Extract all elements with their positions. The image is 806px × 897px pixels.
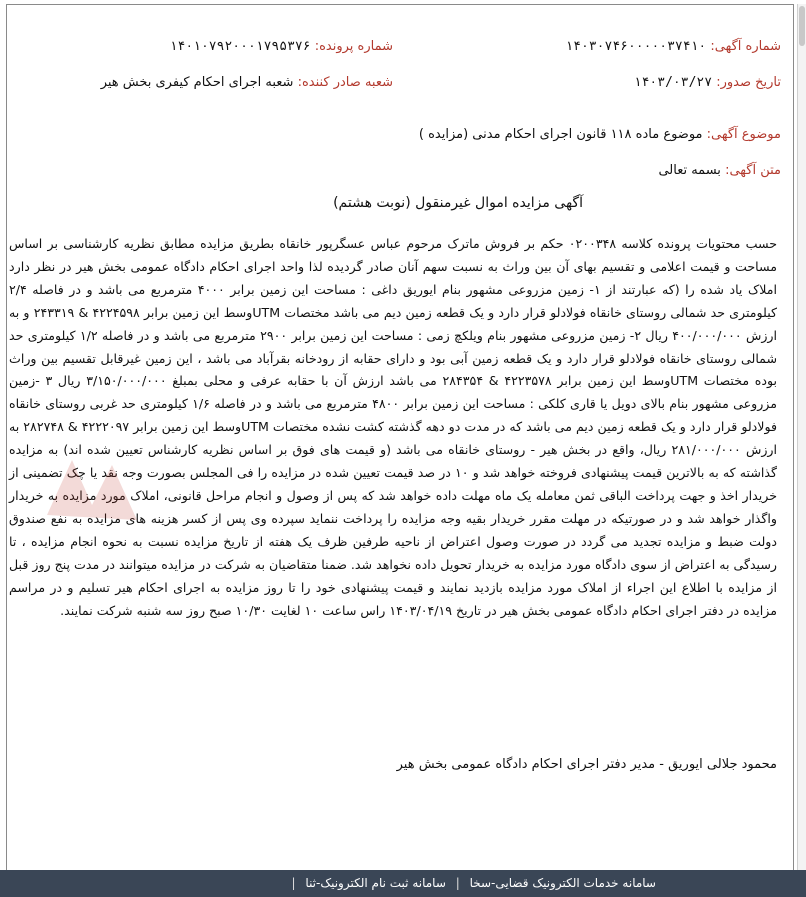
notice-signature: محمود جلالی ایوریق - مدیر دفتر اجرای احکام دادگاه عمومی بخش هیر <box>396 757 777 772</box>
notice-title: آگهی مزایده اموال غیرمنقول (نوبت هشتم) <box>333 195 583 211</box>
issue-date-value: ۱۴۰۳/۰۳/۲۷ <box>633 75 713 90</box>
vertical-scrollbar[interactable] <box>797 4 806 870</box>
notice-text-field <box>658 163 781 178</box>
footer-links <box>286 876 656 890</box>
notice-body <box>9 233 777 622</box>
footer-separator: | <box>455 876 460 890</box>
notice-body-text: حسب محتویات پرونده کلاسه ۰۲۰۰۳۴۸ حکم بر فروش ماترک مرحوم عباس عسگرپور خانقاه بطریق مزایده مطابق نظریه کارشناسی بر اساس مساحت و قیمت اعلامی و تقسیم بهای آن بین وراث به نسبت سهم آنان صادر گردیده لذا واحد اجرای احکام دادگاه عمومی بخش هیر در نظر دارد املاک یاد شده را (که عبارتند از ۱- زمین مزروعی مشهور بنام ایوریق داغی : مساحت این زمین برابر ۴۰۰۰ مترمربع می باشد و در فاصله ۲/۴ کیلومتری حد شمالی روستای خانقاه فولادلو قرار دارد و یک قطعه زمین دیم می باشد مختصات UTMوسط این زمین برابر ۴۲۲۴۵۹۸ & ۲۴۳۳۱۹ و به ارزش ۴۰۰/۰۰۰/۰۰۰ ریال ۲- زمین مزروعی مشهور بنام ویلکچ زمی : مساحت این زمین برابر ۲۹۰۰ مترمربع می باشد و در فاصله ۱/۲ کیلومتری حد شمالی روستای خانقاه فولادلو قرار دارد و یک قطعه زمین آبی بود و دارای حقابه از رودخانه بقرآباد می باشد ، این زمین غیرقابل تقسیم بین وراث بوده مختصات UTMوسط این زمین برابر ۴۲۲۳۵۷۸ & ۲۸۴۳۵۴ می باشد ارزش آن با حقابه عرفی و محلی بمبلغ ۳/۱۵۰/۰۰۰/۰۰۰ ریال ۳ -زمین مزروعی مشهور بنام بالای دویل یا قاری کلکی : مساحت این زمین برابر ۴۸۰۰ مترمربع می باشد و در فاصله ۱/۶ کیلومتری حد غربی روستای خانقاه فولادلو قرار دارد و یک قطعه زمین دیم می باشد که در مدت دو دهه گذشته کشت نشده مختصات UTMوسط این زمین برابر ۴۲۲۲۰۹۷ & ۲۸۲۷۴۸ به ارزش ۲۸۱/۰۰۰/۰۰۰ ریال، واقع در بخش هیر - روستای خانقاه می باشد (و قیمت های فوق بر اساس نظریه کارشناس تعیین شده اند) به مزایده گذاشته که به بالاترین قیمت پیشنهادی فروخته خواهد شد و ۱۰ در صد قیمت تعیین شده در مزایده را فی المجلس بصورت وجه نقد یا چک تضمینی از خریدار اخذ و جهت پرداخت الباقی ثمن معامله یک ماه مهلت داده خواهد شد که پس از وصول و انجام مراحل قانونی، املاک مورد مزایده به خریدار واگذار خواهد شد و در صورتیکه در مهلت مقرر خریدار بقیه وجه مزایده را پرداخت ننماید سپرده وی پس از کسر هزینه های مزایده به نفع صندوق دولت ضبط و مزایده تجدید می گردد در صورت وصول اعتراض از ناحیه طرفین ظرف یک هفته از تاریخ مزایده نسبت به نحوه انجام مزایده ، تا رسیدگی به اعتراض از سوی دادگاه مورد مزایده به خریدار تحویل داده نخواهد شد. ضمنا متقاضیان به شرکت در مزایده میتوانند در مدت پنج روز قبل از مزایده با اطلاع این اجراء از املاک مورد مزایده بازدید نمایند و قیمت پیشنهادی خود را تا روز مزایده به اجرای احکام هیر تسلیم و در مراسم مزایده در دفتر اجرای احکام دادگاه عمومی بخش هیر در تاریخ ۱۴۰۳/۰۴/۱۹ راس ساعت ۱۰ لغایت ۱۰/۳۰ صبح روز سه شنبه شرکت نمایند. <box>9 236 778 618</box>
subject-label: موضوع آگهی: <box>706 127 781 142</box>
watermark-seal-icon <box>37 435 147 545</box>
case-number-label: شماره پرونده: <box>314 39 393 54</box>
scrollbar-thumb[interactable] <box>799 6 805 46</box>
footer-link-sana[interactable]: سامانه ثبت نام الکترونیک-ثنا <box>305 876 446 890</box>
footer-bar <box>0 870 806 897</box>
issuing-branch-label: شعبه صادر کننده: <box>297 75 393 90</box>
footer-link-sakha[interactable]: سامانه خدمات الکترونیک قضایی-سخا <box>469 876 656 890</box>
subject-field <box>419 127 781 142</box>
issuing-branch-value: شعبه اجرای احکام کیفری بخش هیر <box>100 75 294 90</box>
issue-date-field <box>634 75 781 90</box>
notice-text-label: متن آگهی: <box>725 163 781 178</box>
notice-number-label: شماره آگهی: <box>710 39 781 54</box>
issue-date-label: تاریخ صدور: <box>716 75 781 90</box>
subject-value: موضوع ماده ۱۱۸ قانون اجرای احکام مدنی (مزایده ) <box>418 127 703 142</box>
notice-text-intro: بسمه تعالی <box>658 163 721 178</box>
issuing-branch-field <box>101 75 393 90</box>
footer-separator-end: | <box>291 876 296 890</box>
notice-panel <box>6 4 794 872</box>
case-number-field <box>170 39 393 54</box>
notice-number-value: ۱۴۰۳۰۷۴۶۰۰۰۰۰۳۷۴۱۰ <box>565 39 707 54</box>
case-number-value: ۱۴۰۱۰۷۹۲۰۰۰۱۷۹۵۳۷۶ <box>169 39 311 54</box>
notice-number-field <box>565 39 781 54</box>
